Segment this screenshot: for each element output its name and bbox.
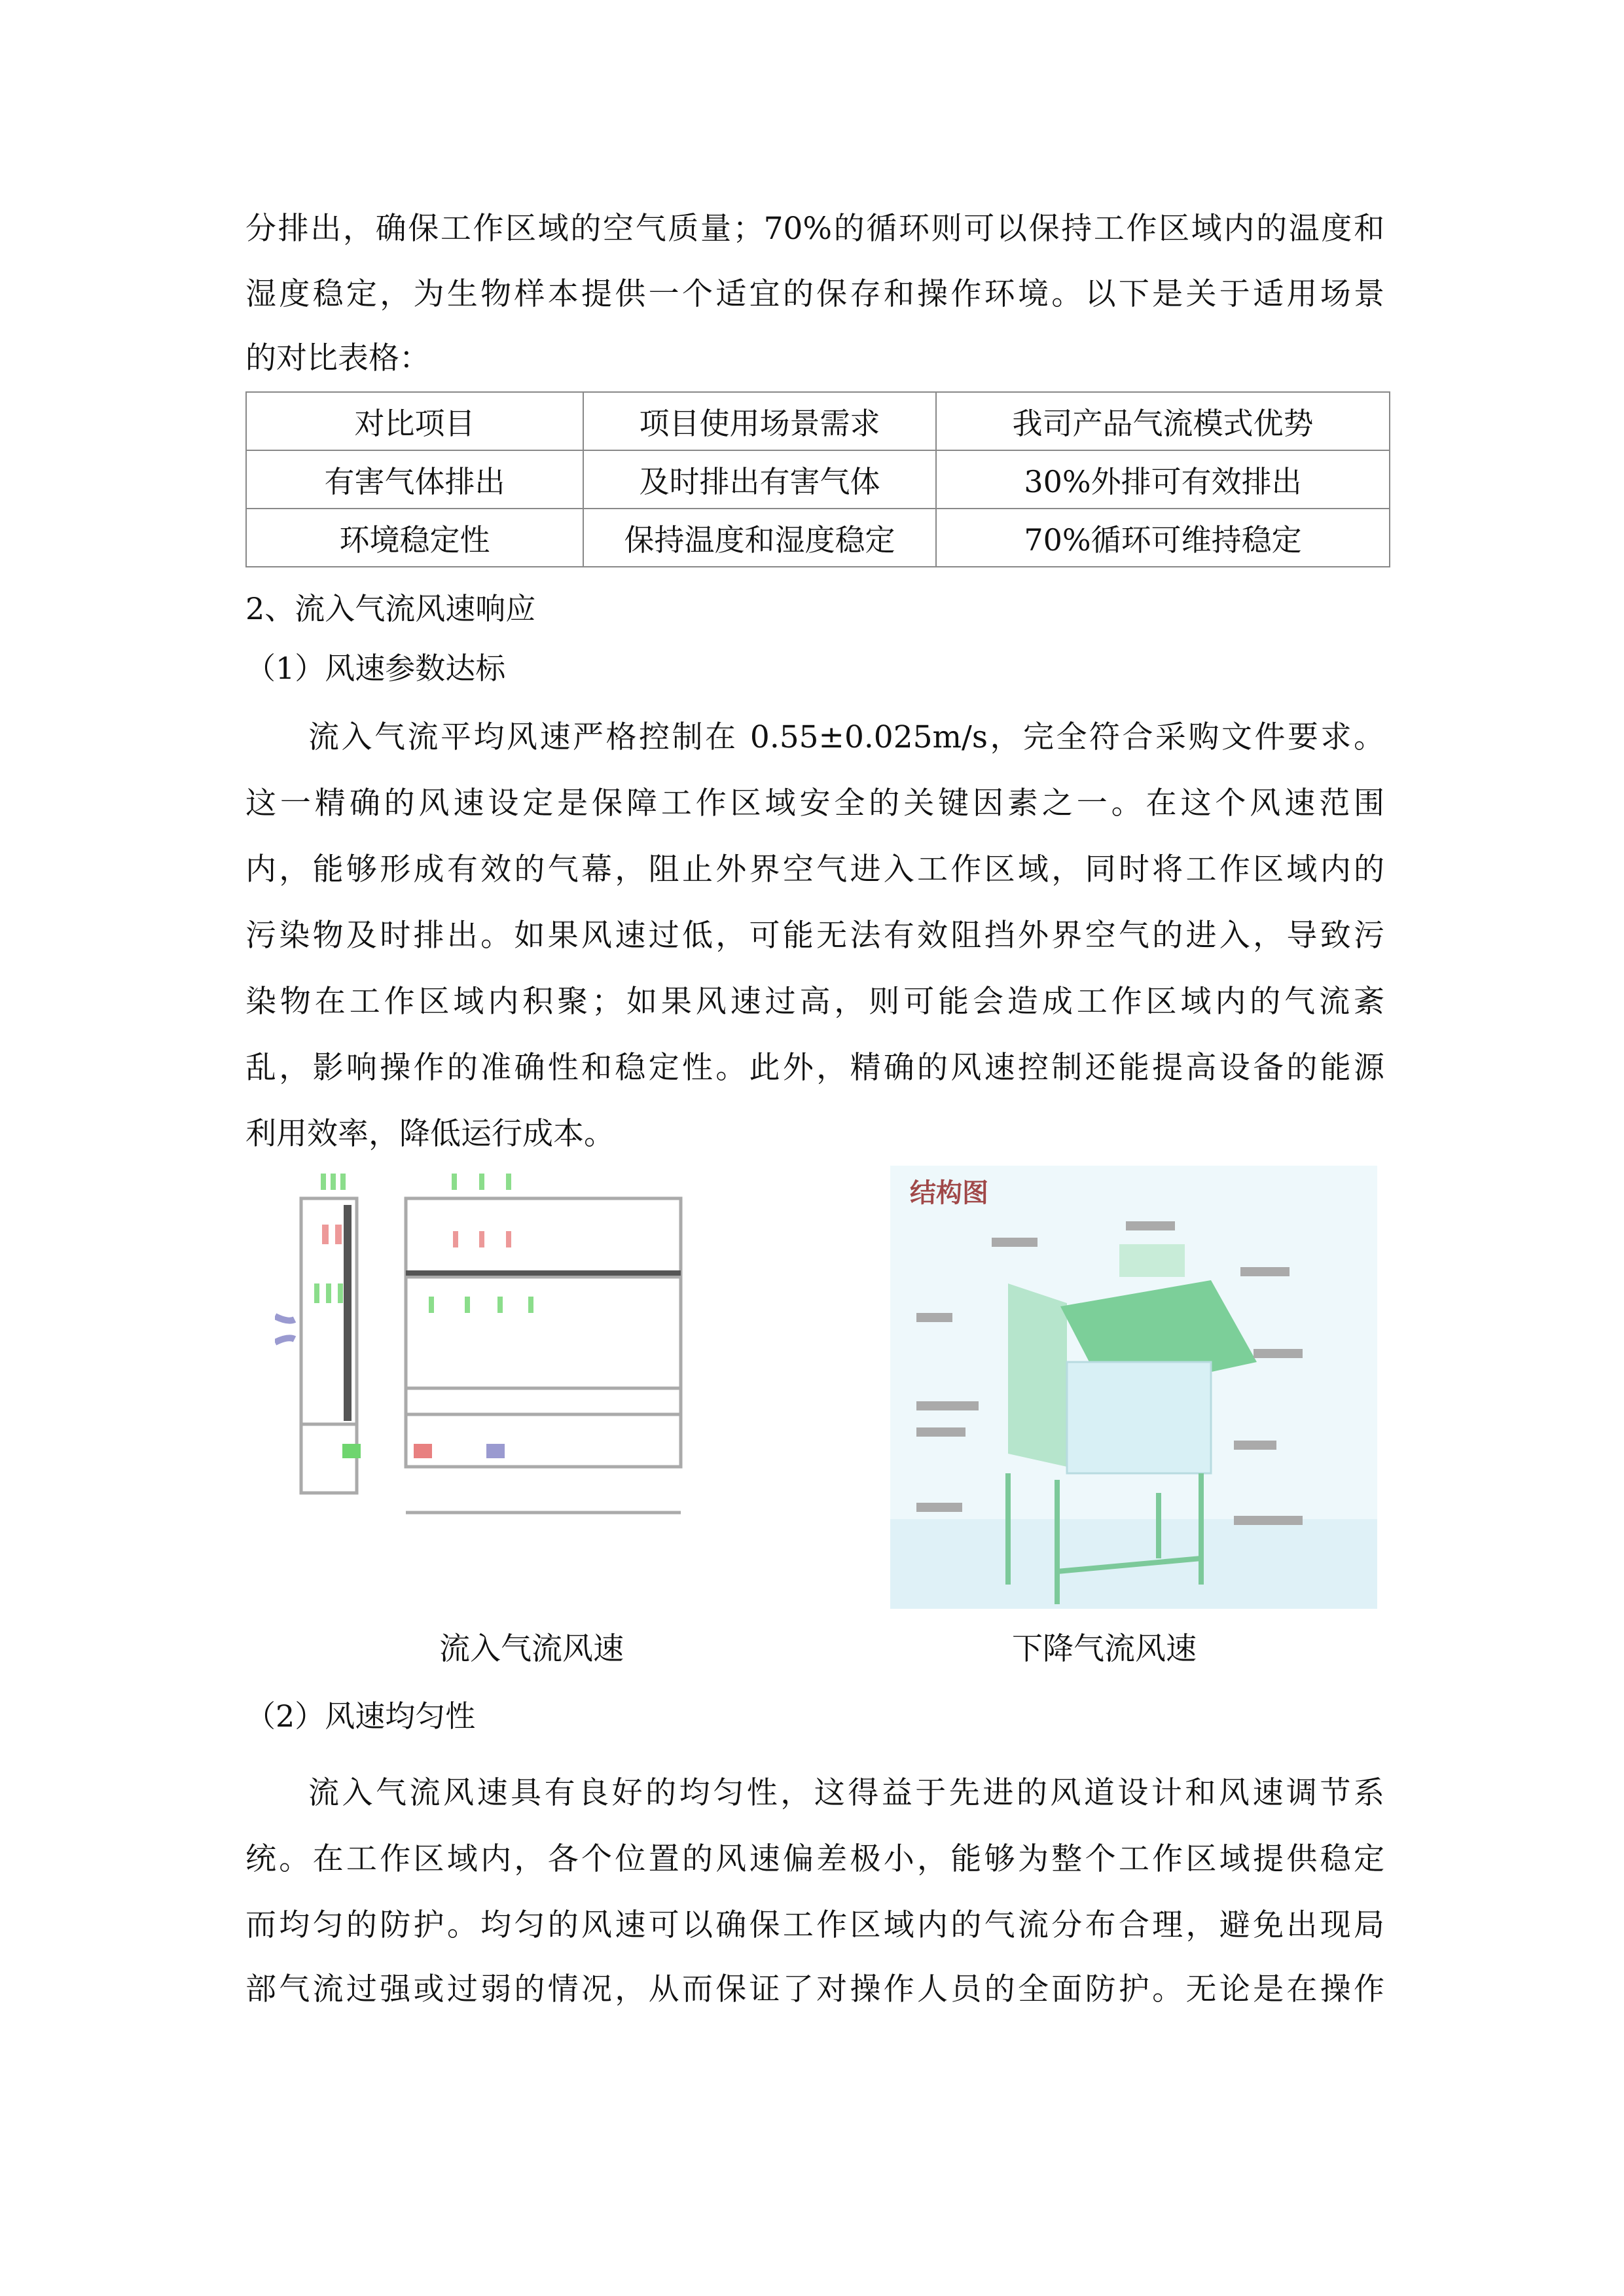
table-header-row <box>246 392 1390 450</box>
comparison-table <box>245 391 1390 567</box>
table-header: 项目使用场景需求 <box>583 392 936 450</box>
text-line: 内，能够形成有效的气幕，阻止外界空气进入工作区域，同时将工作区域内的 <box>245 852 1384 888</box>
text-line: 而均匀的防护。均匀的风速可以确保工作区域内的气流分布合理，避免出现局 <box>245 1907 1384 1943</box>
subsection-heading: （2）风速均匀性 <box>245 1698 476 1734</box>
text-line: 利用效率，降低运行成本。 <box>245 1116 615 1152</box>
section-heading: 2、流入气流风速响应 <box>245 591 536 626</box>
legend-polluted-airflow-swatch <box>414 1444 432 1458</box>
table-cell: 30%外排可有效排出 <box>936 450 1390 509</box>
text-line: 分排出，确保工作区域的空气质量；70%的循环则可以保持工作区域内的温度和 <box>245 211 1384 247</box>
table-cell: 有害气体排出 <box>246 450 583 509</box>
table-cell: 保持温度和湿度稳定 <box>583 509 936 567</box>
structure-diagram-title: 结构图 <box>910 1177 988 1208</box>
text-line: 乱，影响操作的准确性和稳定性。此外，精确的风速控制还能提高设备的能源 <box>245 1050 1384 1086</box>
text-line: 湿度稳定，为生物样本提供一个适宜的保存和操作环境。以下是关于适用场景 <box>245 276 1384 312</box>
figure-caption-downflow: 下降气流风速 <box>1012 1631 1197 1667</box>
table-row <box>246 450 1390 509</box>
text-line: 的对比表格： <box>245 340 430 376</box>
text-line: 污染物及时排出。如果风速过低，可能无法有效阻挡外界空气的进入，导致污 <box>245 918 1384 954</box>
inflow-airflow-diagram <box>275 1166 812 1609</box>
table-row <box>246 509 1390 567</box>
text-line: 统。在工作区域内，各个位置的风速偏差极小，能够为整个工作区域提供稳定 <box>245 1841 1384 1877</box>
legend <box>342 1444 505 1458</box>
text-line: 部气流过强或过弱的情况，从而保证了对操作人员的全面防护。无论是在操作 <box>245 1971 1384 2007</box>
structure-diagram <box>890 1166 1377 1609</box>
table-header: 对比项目 <box>246 392 583 450</box>
table-cell: 环境稳定性 <box>246 509 583 567</box>
table-cell: 70%循环可维持稳定 <box>936 509 1390 567</box>
figure-caption-inflow: 流入气流风速 <box>439 1631 624 1667</box>
front-cabinet-top <box>406 1198 681 1277</box>
text-line: 这一精确的风速设定是保障工作区域安全的关键因素之一。在这个风速范围 <box>245 785 1384 821</box>
text-line: 流入气流平均风速严格控制在 0.55±0.025m/s，完全符合采购文件要求。 <box>308 719 1384 755</box>
subsection-heading: （1）风速参数达标 <box>245 651 506 686</box>
text-line: 染物在工作区域内积聚；如果风速过高，则可能会造成工作区域内的气流紊 <box>245 984 1384 1020</box>
legend-room-airflow-swatch <box>486 1444 505 1458</box>
table-header: 我司产品气流模式优势 <box>936 392 1390 450</box>
text-line: 流入气流风速具有良好的均匀性，这得益于先进的风道设计和风速调节系 <box>308 1775 1384 1811</box>
legend-clean-airflow-swatch <box>342 1444 361 1458</box>
table-cell: 及时排出有害气体 <box>583 450 936 509</box>
